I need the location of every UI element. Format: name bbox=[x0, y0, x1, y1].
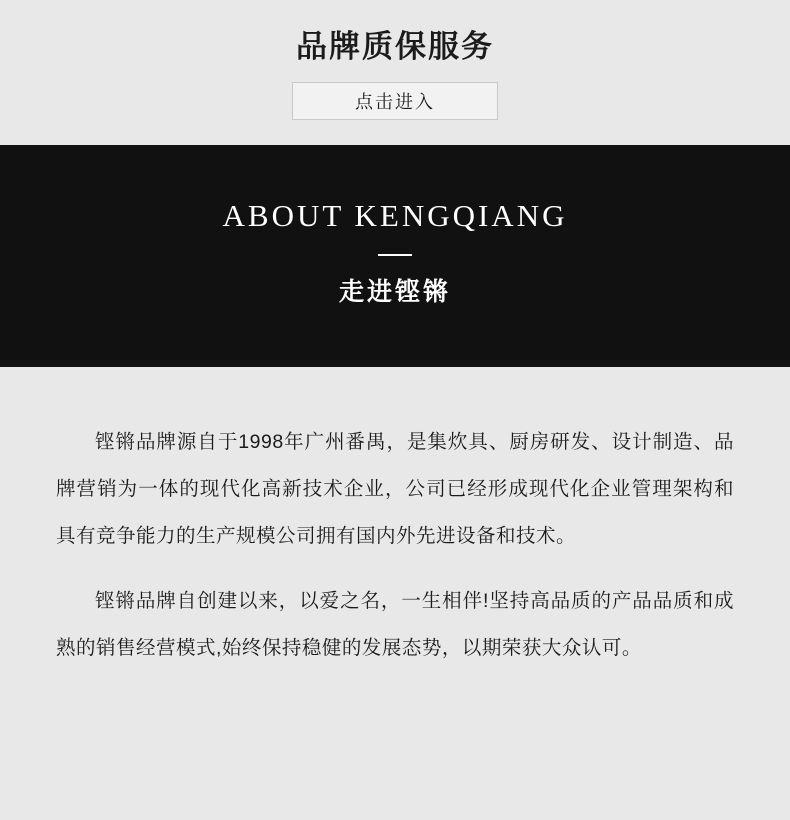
about-paragraph-2: 铿锵品牌自创建以来，以爱之名，一生相伴!坚持高品质的产品品质和成熟的销售经营模式,始终保持稳健的发展态势，以期荣获大众认可。 bbox=[56, 590, 734, 659]
promo-banner bbox=[0, 0, 790, 145]
about-chinese-title: 走进铿锵 bbox=[338, 278, 451, 306]
hero-divider bbox=[378, 254, 412, 256]
promo-title: 品牌质保服务 bbox=[296, 29, 494, 64]
about-paragraph-1: 铿锵品牌源自于1998年广州番禺，是集炊具、厨房研发、设计制造、品牌营销为一体的现代化高新技术企业，公司已经形成现代化企业管理架构和具有竞争能力的生产规模公司拥有国内外先进设备和技术。 bbox=[56, 431, 734, 547]
enter-button[interactable]: 点击进入 bbox=[292, 82, 498, 120]
about-content bbox=[0, 367, 790, 672]
about-english-title: ABOUT KENGQIANG bbox=[222, 198, 568, 233]
about-hero-banner bbox=[0, 145, 790, 367]
